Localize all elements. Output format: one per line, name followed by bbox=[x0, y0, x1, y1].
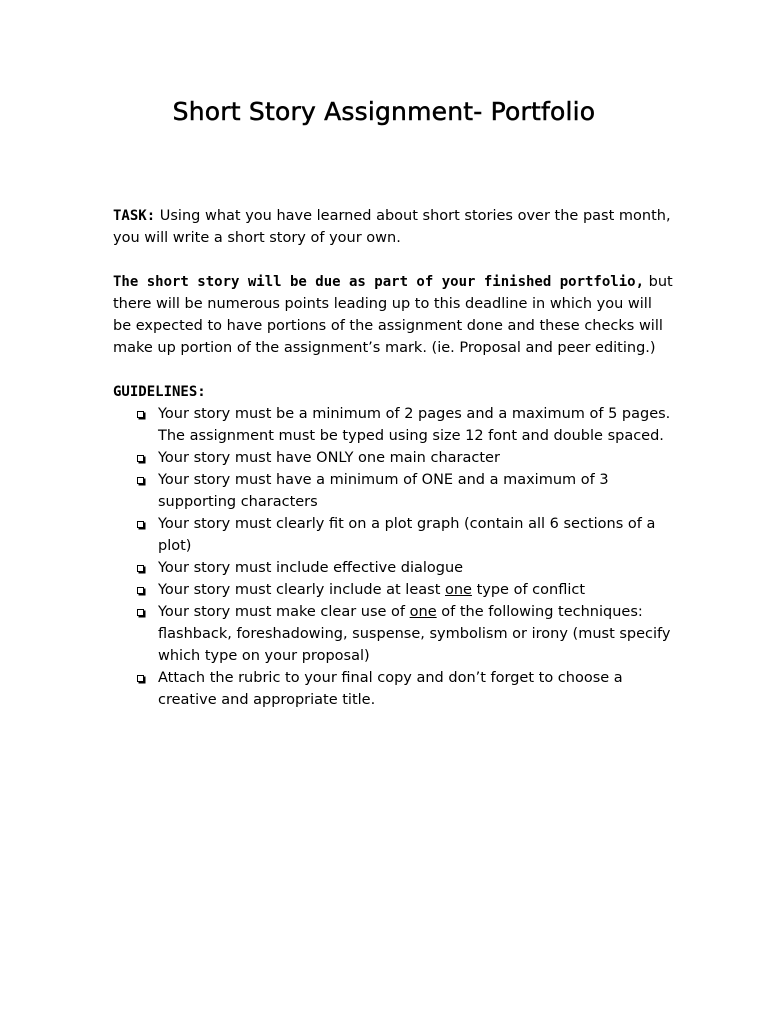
checkbox-bullet-icon bbox=[137, 609, 144, 616]
underlined-word: one bbox=[409, 604, 437, 620]
list-item-text-end: of the following techniques: flashback, foreshadowing, suspense, symbolism or irony (must specify which type on your proposal) bbox=[158, 604, 671, 664]
list-item-text: Your story must be a minimum of 2 pages and a maximum of 5 pages. The assignment must be typed using size 12 font and double spaced. bbox=[158, 406, 671, 444]
checkbox-bullet-icon bbox=[137, 411, 144, 418]
list-item bbox=[158, 513, 673, 557]
checkbox-bullet-icon bbox=[137, 587, 144, 594]
page-title: Short Story Assignment- Portfolio bbox=[172, 97, 596, 126]
list-item bbox=[158, 557, 673, 579]
list-item bbox=[158, 601, 673, 667]
list-item-text: Attach the rubric to your final copy and don’t forget to choose a creative and appropriate title. bbox=[158, 670, 623, 708]
list-item bbox=[158, 403, 673, 447]
list-item-text: Your story must make clear use of bbox=[158, 604, 410, 620]
list-item-text: Your story must clearly include at least bbox=[158, 582, 445, 598]
list-item bbox=[158, 447, 673, 469]
list-item-text: Your story must have a minimum of ONE and a maximum of 3 supporting characters bbox=[158, 472, 609, 510]
list-item bbox=[158, 579, 673, 601]
list-item bbox=[158, 667, 673, 711]
guidelines-list bbox=[113, 403, 673, 711]
due-text: but there will be numerous points leading up to this deadline in which you will be expected to have portions of the assignment done and these checks will make up portion of the assignment’s mark. (ie. Proposal and peer editing.) bbox=[113, 274, 673, 356]
due-paragraph bbox=[113, 271, 673, 359]
guidelines-heading: GUIDELINES: bbox=[113, 384, 206, 400]
checkbox-bullet-icon bbox=[137, 521, 144, 528]
list-item-text: Your story must clearly fit on a plot graph (contain all 6 sections of a plot) bbox=[158, 516, 656, 554]
task-label: TASK: bbox=[113, 208, 156, 224]
list-item-text: Your story must have ONLY one main character bbox=[158, 450, 500, 466]
list-item-text-end: type of conflict bbox=[471, 582, 586, 598]
list-item-text: Your story must include effective dialogue bbox=[158, 560, 464, 576]
task-paragraph bbox=[113, 205, 673, 249]
checkbox-bullet-icon bbox=[137, 565, 144, 572]
checkbox-bullet-icon bbox=[137, 455, 144, 462]
checkbox-bullet-icon bbox=[137, 477, 144, 484]
checkbox-bullet-icon bbox=[137, 675, 144, 682]
task-text: Using what you have learned about short stories over the past month, you will write a short story of your own. bbox=[113, 208, 671, 246]
document-body bbox=[113, 205, 673, 711]
due-bold-text: The short story will be due as part of your finished portfolio, bbox=[113, 274, 645, 290]
underlined-word: one bbox=[444, 582, 472, 598]
list-item bbox=[158, 469, 673, 513]
